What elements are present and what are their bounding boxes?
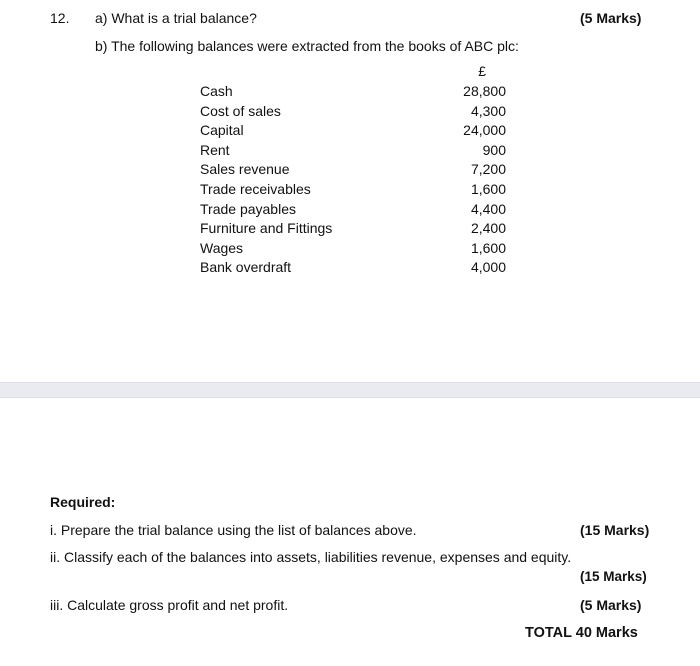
balance-amount: 1,600 — [470, 180, 506, 197]
required-item-ii-marks: (15 Marks) — [580, 569, 647, 584]
balance-label: Sales revenue — [200, 161, 290, 178]
required-title: Required: — [50, 494, 116, 510]
balance-amount: 24,000 — [463, 122, 506, 139]
balance-row — [200, 102, 520, 122]
balance-label: Bank overdraft — [200, 259, 292, 276]
balance-label: Wages — [200, 239, 244, 256]
balance-amount: 2,400 — [470, 220, 506, 237]
balance-amount: 7,200 — [470, 161, 506, 178]
balance-label: Rent — [200, 141, 230, 158]
required-item-i-marks: (15 Marks) — [580, 522, 650, 538]
balance-amount: 4,300 — [470, 102, 506, 119]
balance-row — [200, 219, 520, 239]
balances-table — [200, 63, 520, 278]
page-separator — [0, 382, 700, 398]
balance-label: Furniture and Fittings — [200, 220, 333, 237]
balance-amount: 4,400 — [470, 200, 506, 217]
currency-header: £ — [478, 63, 486, 79]
required-item-ii: ii. Classify each of the balances into assets, liabilities revenue, expenses and equity. — [50, 549, 572, 565]
balance-label: Cash — [200, 83, 233, 99]
balance-row — [200, 239, 520, 259]
balance-row — [200, 200, 520, 220]
balance-amount: 28,800 — [463, 83, 506, 99]
balance-label: Cost of sales — [200, 102, 281, 119]
balance-row — [200, 180, 520, 200]
balance-row — [200, 258, 520, 278]
total-marks: TOTAL 40 Marks — [525, 625, 638, 641]
balance-row — [200, 160, 520, 180]
required-item-iii-marks: (5 Marks) — [580, 597, 642, 613]
balance-row — [200, 141, 520, 161]
balance-label: Trade payables — [200, 200, 296, 217]
balance-amount: 1,600 — [470, 239, 506, 256]
part-a-marks: (5 Marks) — [580, 10, 642, 26]
balance-amount: 4,000 — [470, 259, 506, 276]
balance-label: Capital — [200, 122, 244, 139]
question-number: 12. — [50, 10, 70, 26]
balance-row — [200, 121, 520, 141]
balance-row — [200, 82, 520, 102]
required-item-i: i. Prepare the trial balance using the list of balances above. — [50, 522, 417, 538]
question-part-a: a) What is a trial balance? — [95, 10, 257, 26]
required-item-iii: iii. Calculate gross profit and net profit. — [50, 597, 289, 613]
question-part-b: b) The following balances were extracted from the books of ABC plc: — [95, 38, 519, 54]
balance-label: Trade receivables — [200, 180, 311, 197]
balance-amount: 900 — [482, 141, 506, 158]
